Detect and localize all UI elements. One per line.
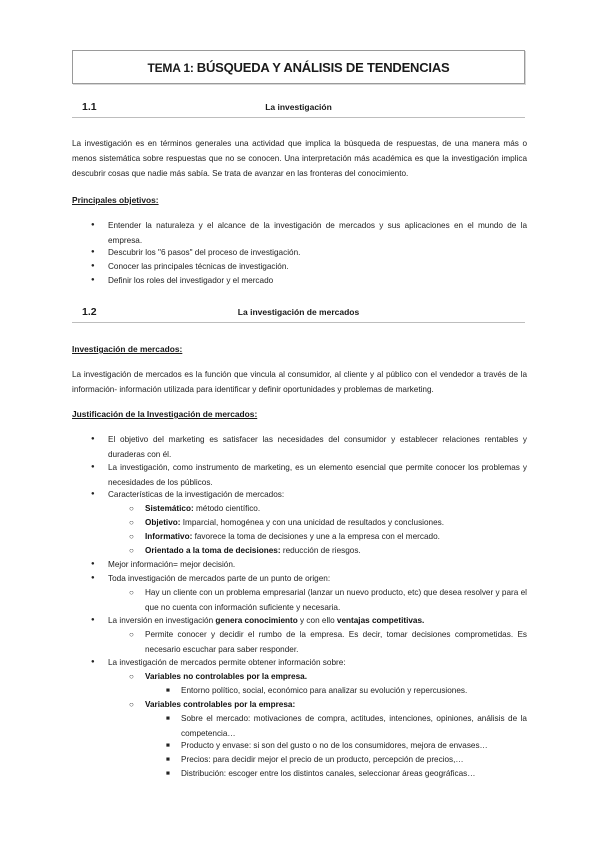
list-item <box>108 613 527 628</box>
list-item: ○ Permite conocer y decidir el rumbo de la empresa. Es decir, tomar decisiones comprometidas. Es necesario escuchar para saber responder. <box>145 627 527 657</box>
section-header-1-1 <box>72 100 525 118</box>
list-item <box>145 515 527 530</box>
item-text: favorece la toma de decisiones y une a la empresa con el mercado. <box>192 532 440 541</box>
list-item: ● Descubrir los "6 pasos" del proceso de investigación. <box>108 245 527 260</box>
item-text: reducción de riesgos. <box>280 546 361 555</box>
item-label: Sistemático: <box>145 504 194 513</box>
item-text: Imparcial, homogénea y con una unicidad de resultados y conclusiones. <box>180 518 445 527</box>
item-label: Orientado a la toma de decisiones: <box>145 546 281 555</box>
title-prefix: TEMA 1: <box>147 60 194 75</box>
list-item <box>145 669 527 684</box>
section-header-1-2 <box>72 305 525 323</box>
list-item: ● Características de la investigación de mercados: <box>108 487 527 502</box>
list-item: ● Mejor información= mejor decisión. <box>108 557 527 572</box>
item-text: método científico. <box>193 504 261 513</box>
title-main: BÚSQUEDA Y ANÁLISIS DE TENDENCIAS <box>196 59 450 75</box>
list-item <box>145 501 527 516</box>
list-item: ■ Precios: para decidir mejor el precio de un producto, percepción de precios,… <box>181 752 527 767</box>
section-number: 1.2 <box>82 306 97 318</box>
list-item: ● La investigación de mercados permite obtener información sobre: <box>108 655 527 670</box>
item-text: y con ello <box>297 616 337 625</box>
item-label: Variables no controlables por la empresa. <box>145 672 307 681</box>
list-item: ○ Hay un cliente con un problema empresarial (lanzar un nuevo producto, etc) que desea resolver y para el que no cuenta con información suficiente y necesaria. <box>145 585 527 615</box>
definition-paragraph: La investigación de mercados es la función que vincula al consumidor, al cliente y al público con el vendedor a través de la información- información utilizada para identificar y definir oportunidades y problemas de marketing. <box>72 370 527 394</box>
section-title: La investigación de mercados <box>237 307 360 317</box>
item-bold: ventajas competitivas. <box>336 616 425 625</box>
intro-paragraph: La investigación es en términos generales una actividad que implica la búsqueda de respuestas, de una manera más o menos sistemática sobre respuestas que no se conocen. Una interpretación más académica es que la investigación implica descubrir cosas que nadie más sabía. Se trata de avanzar en las fronteras del conocimiento. <box>72 139 527 178</box>
list-item <box>145 697 527 712</box>
list-item: ● Definir los roles del investigador y el mercado <box>108 273 527 288</box>
list-item: ● Entender la naturaleza y el alcance de la investigación de mercados y sus aplicaciones en el mundo de la empresa. <box>108 218 527 248</box>
list-item: ■ Entorno político, social, económico para analizar su evolución y repercusiones. <box>181 683 527 698</box>
justification-heading: Justificación de la Investigación de mercados: <box>72 409 258 419</box>
list-item: ● El objetivo del marketing es satisfacer las necesidades del consumidor y establecer relaciones rentables y duraderas con él. <box>108 432 527 462</box>
document-title <box>147 60 449 75</box>
item-bold: genera conocimiento <box>215 616 298 625</box>
item-label: Informativo: <box>145 532 193 541</box>
list-item <box>145 529 527 544</box>
section-title: La investigación <box>265 102 332 112</box>
item-label: Objetivo: <box>145 518 181 527</box>
list-item: ● Toda investigación de mercados parte de un punto de origen: <box>108 571 527 586</box>
list-item: ● Conocer las principales técnicas de investigación. <box>108 259 527 274</box>
list-item: ■ Sobre el mercado: motivaciones de compra, actitudes, intenciones, opiniones, análisis de la competencia… <box>181 711 527 741</box>
list-item: ■ Distribución: escoger entre los distintos canales, seleccionar áreas geográficas… <box>181 766 527 781</box>
list-item <box>145 543 527 558</box>
item-text: La inversión en investigación <box>108 616 216 625</box>
definition-heading: Investigación de mercados: <box>72 344 183 354</box>
section-number: 1.1 <box>82 101 97 113</box>
objectives-heading: Principales objetivos: <box>72 195 159 205</box>
item-label: Variables controlables por la empresa: <box>145 700 296 709</box>
title-box <box>72 50 525 84</box>
list-item: ● La investigación, como instrumento de marketing, es un elemento esencial que permite conocer los problemas y necesidades de los públicos. <box>108 460 527 490</box>
list-item: ■ Producto y envase: si son del gusto o no de los consumidores, mejora de envases… <box>181 738 527 753</box>
